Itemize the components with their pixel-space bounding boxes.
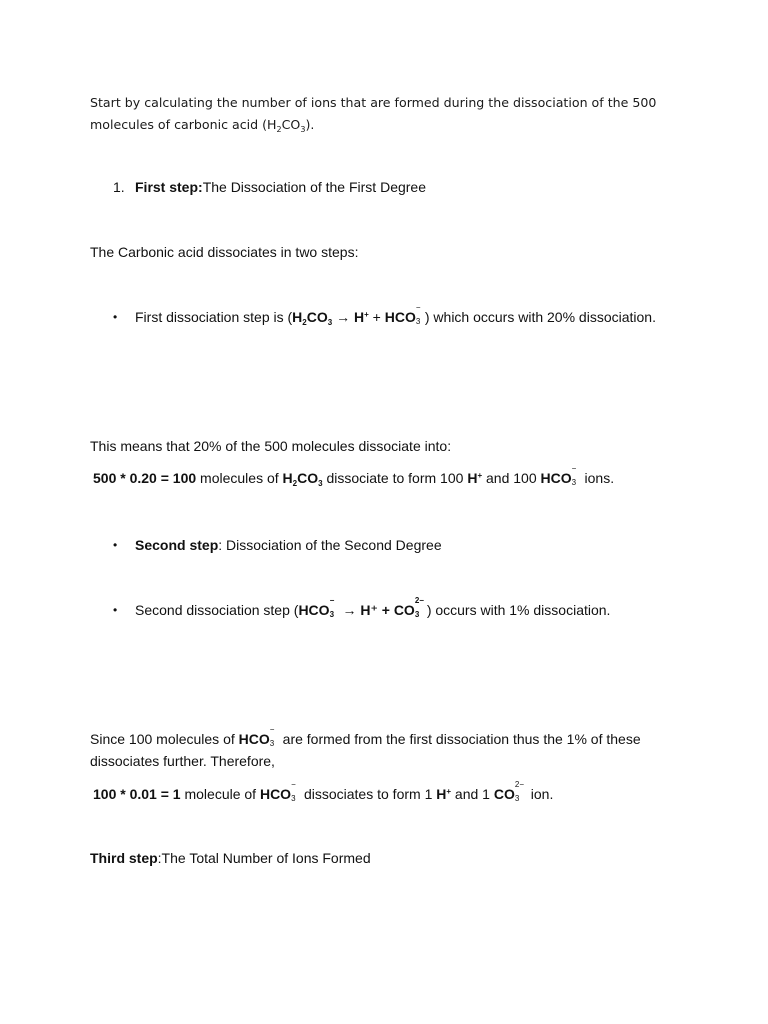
second-step-text: : Dissociation of the Second Degree <box>218 537 442 553</box>
superscript: − <box>571 464 577 473</box>
formula-hco: HCO <box>259 786 292 802</box>
formula-co: CO <box>393 602 415 618</box>
text: dissociate to form 100 <box>322 470 468 486</box>
text: ) which occurs with 20% dissociation. <box>424 309 656 325</box>
superscript: − <box>291 780 296 789</box>
sub-sup-stack <box>291 780 300 803</box>
subscript: 3 <box>329 610 335 619</box>
formula-co: CO <box>297 470 319 486</box>
bullet-icon: • <box>113 538 118 552</box>
superscript: − <box>269 725 275 734</box>
plus-operator: + <box>377 602 394 618</box>
formula-h: H <box>436 786 447 802</box>
text: ) occurs with 1% dissociation. <box>426 602 611 618</box>
intro-text: CO <box>281 117 301 132</box>
subscript: 3 <box>291 794 296 803</box>
subscript: 3 <box>269 739 275 748</box>
bullet1-text <box>135 303 656 327</box>
third-step-label: Third step <box>90 850 158 866</box>
superscript: + <box>477 471 483 480</box>
subscript: 2 <box>302 318 307 327</box>
second-step-heading <box>135 535 442 555</box>
formula-hplus: H⁺ <box>360 602 378 618</box>
formula-hco: HCO <box>384 309 416 325</box>
subscript: 3 <box>514 794 520 803</box>
formula-hco: HCO <box>298 602 330 618</box>
step1-heading <box>135 177 426 197</box>
calc1-expression: 500 * 0.20 = 100 <box>93 470 197 486</box>
calc2-line <box>93 780 554 804</box>
text: Second dissociation step ( <box>135 602 299 618</box>
superscript: + <box>446 787 452 796</box>
intro-line-2 <box>90 114 314 136</box>
bullet2-text <box>135 596 611 620</box>
second-step-label: Second step <box>135 537 219 553</box>
text: molecule of <box>180 786 260 802</box>
intro-line-1: Start by calculating the number of ions that are formed during the dissociation of the 500 <box>90 95 657 110</box>
step1-number: 1. <box>113 179 125 195</box>
carbonic-steps-text: The Carbonic acid dissociates in two steps: <box>90 244 359 260</box>
bullet-icon: • <box>113 310 118 324</box>
third-step-heading <box>90 848 371 868</box>
superscript: − <box>415 303 421 312</box>
text: molecules of <box>196 470 283 486</box>
subscript: 3 <box>414 610 420 619</box>
formula-h: H <box>292 309 303 325</box>
sub-sup-stack <box>514 780 527 803</box>
since-line-2: dissociates further. Therefore, <box>90 753 275 769</box>
subscript: 2 <box>276 125 282 134</box>
step1-label: First step: <box>135 179 203 195</box>
formula-hco: HCO <box>238 731 270 747</box>
text: and 1 <box>451 786 494 802</box>
subscript: 3 <box>327 318 333 327</box>
text: Since 100 molecules of <box>90 731 239 747</box>
superscript: + <box>364 310 369 319</box>
text: are formed from the first dissociation thus the 1% of these <box>278 731 641 747</box>
formula-h: H <box>353 309 365 325</box>
formula-h: H <box>467 470 478 486</box>
text: ions. <box>580 470 615 486</box>
sub-sup-stack <box>571 464 581 487</box>
formula-co: CO <box>493 786 515 802</box>
subscript: 2 <box>292 479 298 488</box>
calc1-line <box>93 464 615 488</box>
subscript: 3 <box>300 125 306 134</box>
subscript: 3 <box>318 479 323 488</box>
calc2-expression: 100 * 0.01 = 1 <box>93 786 181 802</box>
superscript: − <box>329 596 335 605</box>
arrow-icon: → <box>332 309 354 325</box>
sub-sup-stack <box>329 596 339 619</box>
third-step-text: :The Total Number of Ions Formed <box>157 850 371 866</box>
text: First dissociation step is ( <box>135 309 293 325</box>
superscript: 2− <box>414 596 424 605</box>
means-text: This means that 20% of the 500 molecules dissociate into: <box>90 438 452 454</box>
text: dissociates to form 1 <box>300 786 437 802</box>
intro-text: ). <box>305 117 315 132</box>
text: ion. <box>526 786 554 802</box>
sub-sup-stack <box>415 303 425 326</box>
step1-text: The Dissociation of the First Degree <box>202 179 427 195</box>
plus-operator: + <box>368 309 385 325</box>
text: and 100 <box>482 470 541 486</box>
subscript: 3 <box>571 478 577 487</box>
sub-sup-stack <box>414 596 427 619</box>
formula-hco: HCO <box>540 470 572 486</box>
arrow-icon: → <box>338 602 361 618</box>
sub-sup-stack <box>269 725 279 748</box>
intro-text: molecules of carbonic acid (H <box>90 117 277 132</box>
formula-h: H <box>282 470 293 486</box>
superscript: 2− <box>514 780 524 789</box>
bullet-icon: • <box>113 603 118 617</box>
formula-co: CO <box>306 309 328 325</box>
subscript: 3 <box>415 317 421 326</box>
since-line-1 <box>90 725 641 749</box>
